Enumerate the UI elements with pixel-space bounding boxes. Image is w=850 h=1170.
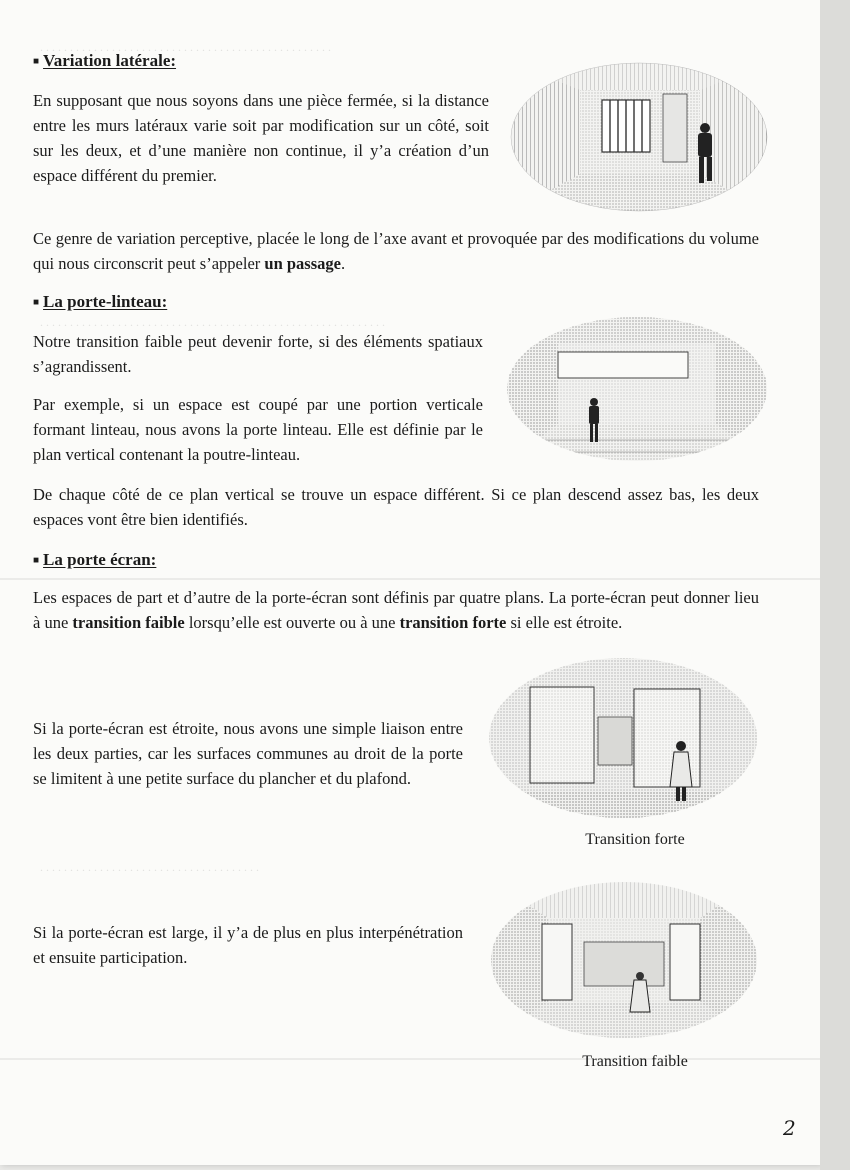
bold-term: un passage: [264, 254, 341, 273]
figure-transition-faible: [490, 880, 758, 1040]
bold-term: transition forte: [399, 613, 507, 632]
paragraph: Si la porte-écran est étroite, nous avons une simple liaison entre les deux parties, car les surfaces communes au droit de la porte se limitent à une petite surface du plancher et du plafond.: [33, 719, 463, 788]
paper-fold: [0, 578, 820, 580]
page-number: 2: [783, 1116, 796, 1140]
paragraph: Les espaces de part et d’autre de la porte-écran sont définis par quatre plans. La porte-écran peut donner lieu à une transition faible lorsqu’elle est ouverte ou à une transition forte si elle est étroite.: [33, 588, 759, 632]
show-through-text: . . . . . . . . . . . . . . . . . . . . . . . . . . . . . . . . . . . . . . . . . . . . . . . . .: [40, 40, 331, 54]
show-through-text: . . . . . . . . . . . . . . . . . . . . . . . . . . . . . . . . . . . . .: [40, 860, 259, 874]
heading-variation-laterale: ■ Variation latérale:: [33, 51, 177, 70]
bullet-icon: ■: [33, 555, 40, 566]
bullet-icon: ■: [33, 297, 40, 308]
bullet-icon: ■: [33, 56, 40, 67]
paragraph: Par exemple, si un espace est coupé par une portion verticale formant linteau, nous avons la porte linteau. Elle est définie par le plan vertical contenant la poutre-linteau.: [33, 395, 483, 464]
heading-porte-ecran: ■ La porte écran:: [33, 550, 157, 569]
paragraph: Si la porte-écran est large, il y’a de plus en plus interpénétration et ensuite participation.: [33, 923, 463, 967]
heading-porte-linteau: ■ La porte-linteau:: [33, 292, 168, 311]
bold-term: transition faible: [72, 613, 185, 632]
figure-caption: Transition forte: [585, 831, 685, 848]
page-edge: [820, 0, 850, 1170]
figure-variation-laterale: [510, 62, 768, 212]
paragraph: Ce genre de variation perceptive, placée le long de l’axe avant et provoquée par des modifications du volume qui nous circonscrit peut s’appeler un passage.: [33, 229, 759, 273]
figure-transition-forte: [488, 657, 758, 819]
paragraph: De chaque côté de ce plan vertical se trouve un espace différent. Si ce plan descend assez bas, les deux espaces vont être bien identifiés.: [33, 485, 759, 529]
paragraph: En supposant que nous soyons dans une pièce fermée, si la distance entre les murs latéraux varie soit par modification sur un côté, soit sur les deux, et d’une manière non continue, il y’a création d’un espace différent du premier.: [33, 91, 489, 185]
paragraph: Notre transition faible peut devenir forte, si des éléments spatiaux s’agrandissent.: [33, 332, 483, 376]
figure-porte-linteau: [506, 314, 768, 464]
show-through-text: . . . . . . . . . . . . . . . . . . . . . . . . . . . . . . . . . . . . . . . . . . . . . . . . . . . . . . . . . .: [40, 315, 385, 329]
figure-caption: Transition faible: [582, 1053, 688, 1070]
